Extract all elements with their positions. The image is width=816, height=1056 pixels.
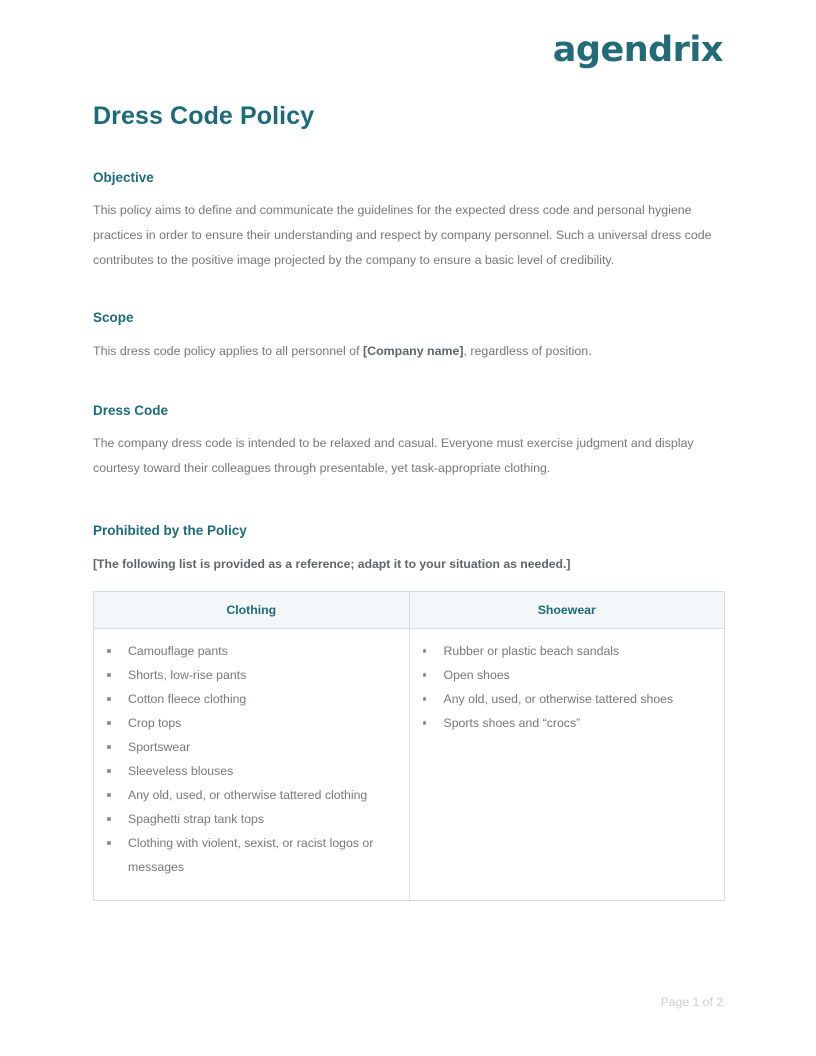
table-header-row (94, 592, 725, 629)
column-header-shoewear: Shoewear (409, 592, 725, 629)
column-header-clothing: Clothing (94, 592, 410, 629)
section-objective (93, 169, 725, 273)
list-item: Shorts, low-rise pants (98, 663, 405, 687)
table-body (94, 629, 725, 901)
objective-paragraph: This policy aims to define and communicate the guidelines for the expected dress code and personal hygiene practices in order to ensure their understanding and respect by company personnel. Such a universal dress code contributes to the positive image projected by the company to ensure a basic level of credibility. (93, 202, 712, 267)
agendrix-logo: agendrix (552, 30, 723, 70)
list-item: Spaghetti strap tank tops (98, 807, 405, 831)
table-row (94, 629, 725, 901)
section-heading-dress-code: Dress Code (93, 403, 169, 419)
scope-text-after: , regardless of position. (463, 344, 592, 359)
list-item: Rubber or plastic beach sandals (414, 639, 721, 663)
list-item: Camouflage pants (98, 639, 405, 663)
scope-text-before: This dress code policy applies to all personnel of (93, 344, 363, 359)
table-head (94, 592, 725, 629)
list-item: Crop tops (98, 711, 405, 735)
clothing-item-list (98, 639, 405, 879)
document-content (93, 0, 725, 901)
section-prohibited (93, 522, 725, 902)
section-dress-code (93, 402, 725, 481)
list-item: Clothing with violent, sexist, or racist logos or messages (98, 831, 405, 879)
list-item: Sports shoes and “crocs” (414, 711, 721, 735)
list-item: Sleeveless blouses (98, 759, 405, 783)
shoewear-item-list (414, 639, 721, 735)
section-heading-objective: Objective (93, 170, 154, 185)
cell-shoewear (409, 629, 725, 901)
page-number-footer: Page 1 of 2 (660, 995, 723, 1009)
list-item: Any old, used, or otherwise tattered shoes (414, 687, 721, 711)
list-item: Open shoes (414, 663, 721, 687)
list-item: Sportswear (98, 735, 405, 759)
list-item: Any old, used, or otherwise tattered clothing (98, 783, 405, 807)
section-heading-scope: Scope (93, 309, 134, 325)
page-title: Dress Code Policy (93, 102, 315, 130)
section-heading-prohibited: Prohibited by the Policy (93, 522, 247, 538)
cell-clothing (94, 629, 410, 901)
prohibited-table (93, 591, 725, 901)
company-name-placeholder: [Company name] (363, 344, 464, 359)
list-item: Cotton fleece clothing (98, 687, 405, 711)
scope-paragraph (93, 339, 725, 364)
section-scope (93, 309, 725, 365)
prohibited-note: [The following list is provided as a reference; adapt it to your situation as needed.] (93, 557, 571, 572)
dress-code-paragraph: The company dress code is intended to be relaxed and casual. Everyone must exercise judgment and display courtesy toward their colleagues through presentable, yet task-appropriate clothing. (93, 435, 694, 475)
